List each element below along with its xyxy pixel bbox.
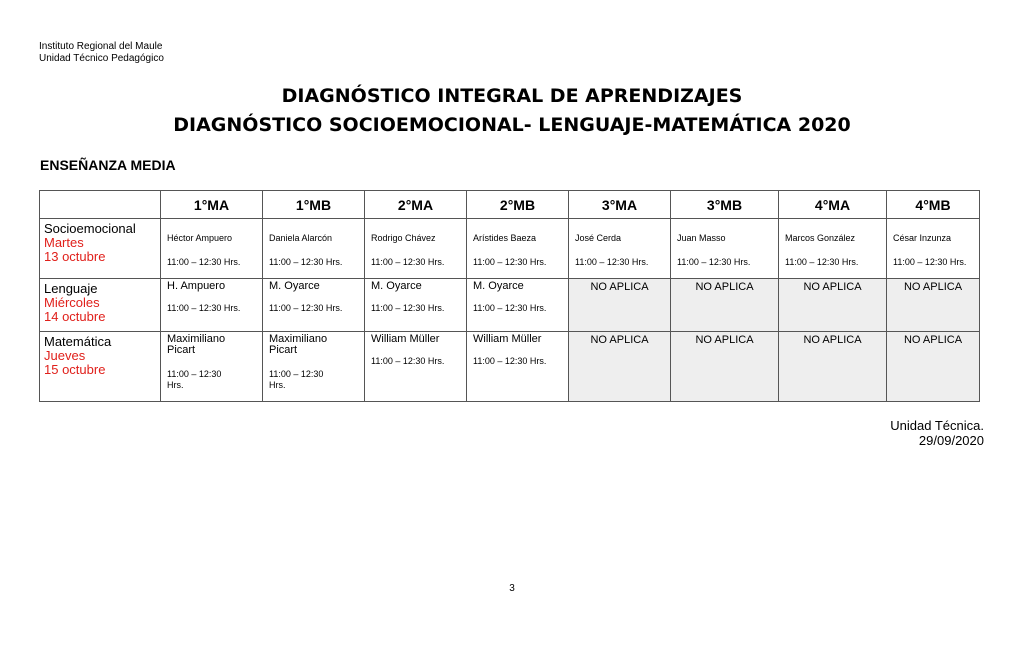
time-slot: 11:00 – 12:30 Hrs. (677, 257, 751, 267)
time-slot: 11:00 – 12:30 Hrs. (473, 356, 547, 366)
teacher-name: William Müller (473, 333, 542, 345)
schedule-cell (671, 219, 779, 279)
row-label (40, 279, 161, 332)
time-slot: 11:00 – 12:30 Hrs. (893, 257, 967, 267)
not-applicable-cell (887, 279, 980, 332)
footer-date: 29/09/2020 (918, 433, 984, 448)
not-applicable-label: NO APLICA (695, 334, 754, 346)
time-slot: 11:00 – 12:30 Hrs. (785, 257, 859, 267)
not-applicable-cell (779, 332, 887, 402)
schedule-cell (779, 219, 887, 279)
column-header: 1°MB (263, 191, 365, 219)
teacher-name: William Müller (371, 333, 440, 345)
institution-name: Instituto Regional del Maule (39, 41, 163, 52)
corner-cell (40, 191, 161, 219)
teacher-name: Maximiliano Picart (167, 333, 226, 356)
schedule-cell (365, 279, 467, 332)
column-header: 2°MB (467, 191, 569, 219)
teacher-name: M. Oyarce (371, 280, 422, 292)
table-row (40, 219, 980, 279)
not-applicable-cell (887, 332, 980, 402)
not-applicable-label: NO APLICA (903, 281, 963, 293)
document-footer (890, 418, 984, 448)
time-slot: 11:00 – 12:30 Hrs. (167, 303, 241, 313)
subject-name: Lenguaje (44, 281, 98, 296)
day-label: Miércoles (44, 295, 100, 310)
time-slot: 11:00 – 12:30 Hrs. (371, 356, 445, 366)
time-slot: 11:00 – 12:30 Hrs. (269, 303, 343, 313)
row-label (40, 332, 161, 402)
section-heading: ENSEÑANZA MEDIA (40, 157, 176, 173)
row-label (40, 219, 161, 279)
teacher-name: Maximiliano Picart (269, 333, 328, 356)
footer-unit: Unidad Técnica. (890, 418, 984, 433)
document-title-line1: DIAGNÓSTICO INTEGRAL DE APRENDIZAJES (281, 85, 743, 107)
teacher-name: Héctor Ampuero (167, 233, 233, 243)
teacher-name: José Cerda (575, 233, 622, 243)
time-slot: 11:00 – 12:30 Hrs. (371, 303, 445, 313)
time-slot: 11:00 – 12:30 Hrs. (167, 369, 222, 390)
time-slot: 11:00 – 12:30 Hrs. (575, 257, 649, 267)
schedule-cell (161, 332, 263, 402)
schedule-cell (263, 279, 365, 332)
column-header: 2°MA (365, 191, 467, 219)
not-applicable-cell (671, 279, 779, 332)
date-label: 15 octubre (44, 362, 106, 377)
not-applicable-label: NO APLICA (590, 281, 649, 293)
schedule-cell (263, 332, 365, 402)
time-slot: 11:00 – 12:30 Hrs. (269, 369, 324, 390)
teacher-name: M. Oyarce (473, 280, 524, 292)
schedule-cell (365, 332, 467, 402)
time-slot: 11:00 – 12:30 Hrs. (269, 257, 343, 267)
not-applicable-label: NO APLICA (903, 334, 963, 346)
teacher-name: Arístides Baeza (473, 233, 537, 243)
not-applicable-cell (671, 332, 779, 402)
teacher-name: M. Oyarce (269, 280, 320, 292)
day-label: Martes (44, 235, 84, 250)
schedule-cell (467, 219, 569, 279)
column-header: 3°MA (569, 191, 671, 219)
teacher-name: César Inzunza (893, 233, 952, 243)
time-slot: 11:00 – 12:30 Hrs. (473, 303, 547, 313)
teacher-name: Daniela Alarcón (269, 233, 333, 243)
column-header: 4°MA (779, 191, 887, 219)
not-applicable-cell (569, 332, 671, 402)
schedule-table (39, 190, 980, 402)
document-title-line2: DIAGNÓSTICO SOCIOEMOCIONAL- LENGUAJE-MATEMÁTICA 2020 (173, 114, 851, 136)
column-header: 4°MB (887, 191, 980, 219)
time-slot: 11:00 – 12:30 Hrs. (167, 257, 241, 267)
header-row (40, 191, 980, 219)
schedule-cell (161, 279, 263, 332)
institution-header (39, 41, 164, 65)
not-applicable-label: NO APLICA (695, 281, 754, 293)
schedule-cell (467, 279, 569, 332)
table-row (40, 279, 980, 332)
column-header: 1°MA (161, 191, 263, 219)
date-label: 14 octubre (44, 309, 106, 324)
not-applicable-label: NO APLICA (590, 334, 649, 346)
not-applicable-cell (569, 279, 671, 332)
schedule-cell (887, 219, 980, 279)
page-number: 3 (509, 583, 515, 594)
schedule-cell (365, 219, 467, 279)
teacher-name: Rodrigo Chávez (371, 233, 436, 243)
teacher-name: H. Ampuero (167, 280, 226, 292)
time-slot: 11:00 – 12:30 Hrs. (371, 257, 445, 267)
not-applicable-label: NO APLICA (803, 334, 862, 346)
column-header: 3°MB (671, 191, 779, 219)
schedule-cell (161, 219, 263, 279)
teacher-name: Marcos González (785, 233, 856, 243)
subject-name: Matemática (44, 334, 112, 349)
date-label: 13 octubre (44, 249, 106, 264)
not-applicable-label: NO APLICA (803, 281, 862, 293)
day-label: Jueves (44, 348, 86, 363)
teacher-name: Juan Masso (677, 233, 726, 243)
time-slot: 11:00 – 12:30 Hrs. (473, 257, 547, 267)
schedule-cell (467, 332, 569, 402)
unit-name: Unidad Técnico Pedagógico (39, 53, 164, 64)
subject-name: Socioemocional (44, 221, 136, 236)
schedule-cell (263, 219, 365, 279)
not-applicable-cell (779, 279, 887, 332)
table-row (40, 332, 980, 402)
schedule-cell (569, 219, 671, 279)
